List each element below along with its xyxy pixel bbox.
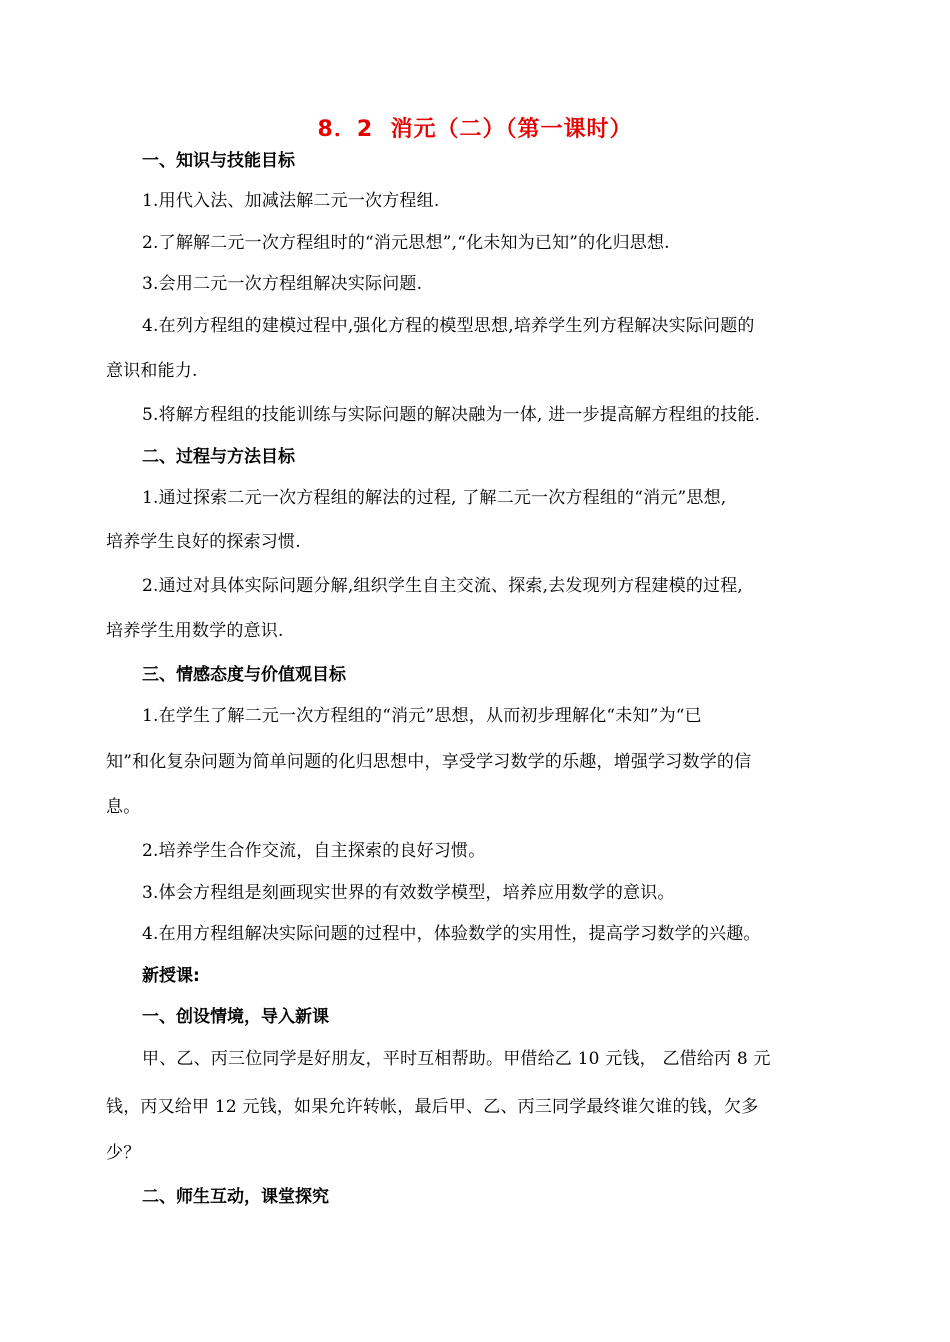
paragraph-line: 4.在用方程组解决实际问题的过程中，体验数学的实用性，提高学习数学的兴趣。 bbox=[142, 924, 761, 944]
section-heading-process-methods: 二、过程与方法目标 bbox=[142, 447, 295, 467]
paragraph-line: 2.培养学生合作交流，自主探索的良好习惯。 bbox=[142, 841, 486, 861]
new-lesson-heading: 新授课: bbox=[142, 966, 200, 986]
section-heading-knowledge-skills: 一、知识与技能目标 bbox=[142, 151, 295, 171]
paragraph-line: 培养学生良好的探索习惯. bbox=[106, 532, 301, 552]
paragraph-line: 3.会用二元一次方程组解决实际问题. bbox=[142, 274, 423, 294]
part-heading-teacher-student-interaction: 二、师生互动，课堂探究 bbox=[142, 1187, 329, 1207]
paragraph-line: 1.用代入法、加减法解二元一次方程组. bbox=[142, 191, 440, 211]
part-heading-create-situation: 一、创设情境，导入新课 bbox=[142, 1007, 329, 1027]
page-title: 8．2 消元（二）（第一课时） bbox=[317, 117, 633, 142]
section-heading-attitudes-values: 三、情感态度与价值观目标 bbox=[142, 665, 346, 685]
paragraph-line: 2.了解解二元一次方程组时的“消元思想”,“化未知为已知”的化归思想. bbox=[142, 233, 670, 253]
paragraph-line: 5.将解方程组的技能训练与实际问题的解决融为一体, 进一步提高解方程组的技能. bbox=[142, 405, 761, 425]
paragraph-line: 甲、乙、丙三位同学是好朋友，平时互相帮助。甲借给乙 10 元钱， 乙借给丙 8 元 bbox=[142, 1049, 771, 1069]
paragraph-line: 3.体会方程组是刻画现实世界的有效数学模型，培养应用数学的意识。 bbox=[142, 883, 675, 903]
paragraph-line: 知”和化复杂问题为简单问题的化归思想中，享受学习数学的乐趣，增强学习数学的信 bbox=[106, 752, 752, 772]
paragraph-line: 1.在学生了解二元一次方程组的“消元”思想，从而初步理解化“未知”为“已 bbox=[142, 706, 702, 726]
paragraph-line: 培养学生用数学的意识. bbox=[106, 621, 284, 641]
paragraph-line: 息。 bbox=[106, 797, 141, 817]
paragraph-line: 4.在列方程组的建模过程中,强化方程的模型思想,培养学生列方程解决实际问题的 bbox=[142, 316, 755, 336]
paragraph-line: 意识和能力. bbox=[106, 361, 198, 381]
paragraph-line: 2.通过对具体实际问题分解,组织学生自主交流、探索,去发现列方程建模的过程, bbox=[142, 576, 744, 596]
paragraph-line: 钱，丙又给甲 12 元钱，如果允许转帐，最后甲、乙、丙三同学最终谁欠谁的钱，欠多 bbox=[106, 1097, 759, 1117]
paragraph-line: 少？ bbox=[106, 1143, 141, 1163]
paragraph-line: 1.通过探索二元一次方程组的解法的过程, 了解二元一次方程组的“消元”思想, bbox=[142, 488, 727, 508]
